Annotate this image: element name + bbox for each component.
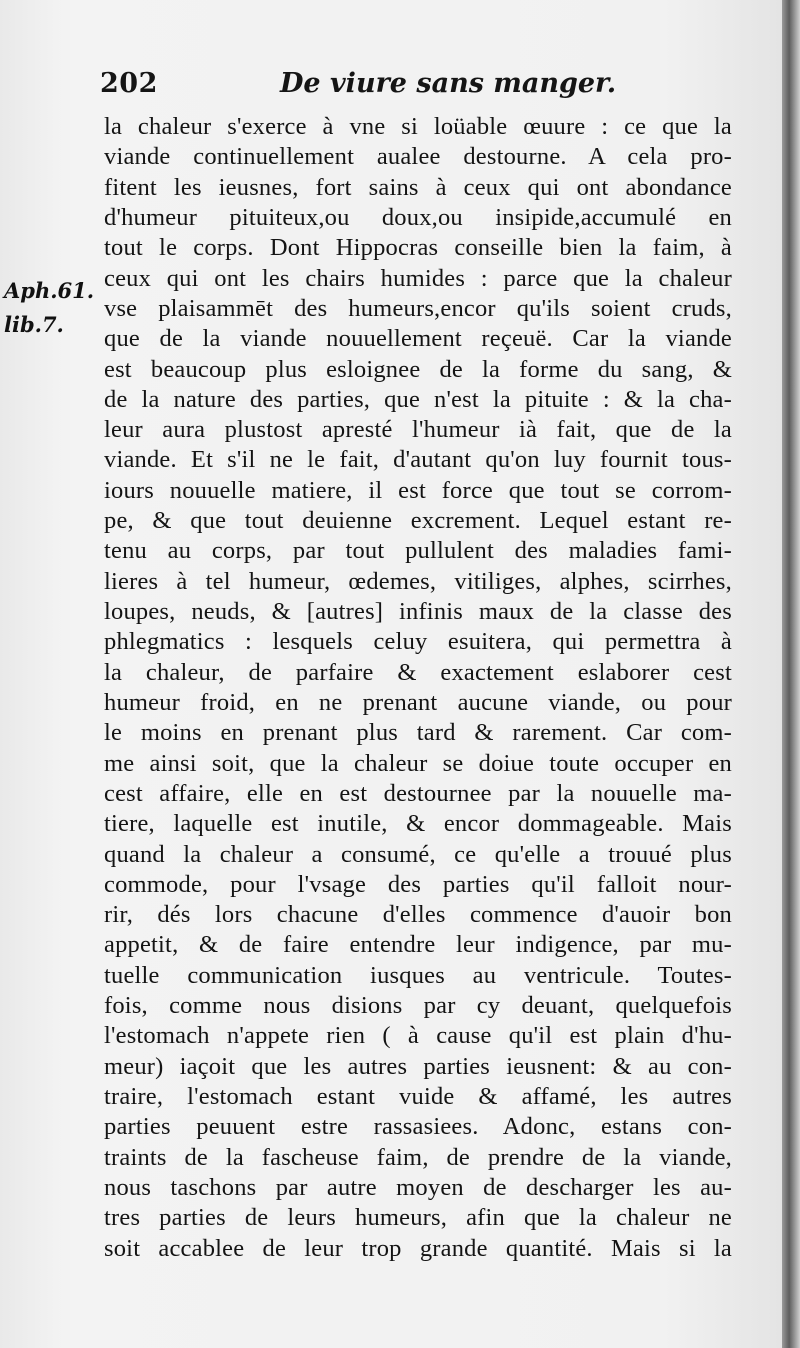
text-line: viande. Et s'il ne le fait, d'autant qu'on luy fournit tous- (104, 446, 732, 474)
page-header (100, 66, 740, 106)
running-title: De viure sans manger. (280, 68, 617, 99)
text-line: tiere, laquelle est inutile, & encor dommageable. Mais (104, 810, 732, 838)
text-line: appetit, & de faire entendre leur indigence, par mu- (104, 931, 732, 959)
text-line: loupes, neuds, & [autres] infinis maux de la classe des (104, 598, 732, 625)
text-line: tres parties de leurs humeurs, afin que la chaleur ne (104, 1204, 732, 1232)
text-line: meur) iaçoit que les autres parties ieusnent: & au con- (104, 1052, 732, 1080)
text-line: vse plaisammēt des humeurs,encor qu'ils soient cruds, (104, 294, 732, 322)
text-line: le moins en prenant plus tard & rarement. Car com- (104, 719, 732, 747)
text-line: tuelle communication iusques au ventricule. Toutes- (104, 961, 732, 989)
text-line: viande continuellement aualee destourne. A cela pro- (104, 143, 732, 171)
body-text (104, 112, 732, 1264)
text-line: est beaucoup plus esloignee de la forme du sang, & (104, 355, 732, 383)
text-line: nous taschons par autre moyen de descharger les au- (104, 1173, 732, 1201)
text-line: pe, & que tout deuienne excrement. Lequel estant re- (104, 507, 732, 535)
page-edge-shadow (782, 0, 800, 1348)
page-number: 202 (100, 68, 158, 99)
margin-notes (4, 274, 94, 342)
text-line: me ainsi soit, que la chaleur se doiue toute occuper en (104, 749, 732, 777)
text-line: d'humeur pituiteux,ou doux,ou insipide,accumulé en (104, 203, 732, 231)
text-line: rir, dés lors chacune d'elles commence d'auoir bon (104, 901, 732, 929)
text-line: soit accablee de leur trop grande quantité. Mais si la (104, 1234, 732, 1262)
text-line: tenu au corps, par tout pullulent des maladies fami- (104, 537, 732, 565)
text-line: phlegmatics : lesquels celuy esuitera, qui permettra à (104, 628, 732, 656)
text-line: la chaleur, de parfaire & exactement eslaborer cest (104, 658, 732, 686)
text-line: fois, comme nous disions par cy deuant, quelquefois (104, 992, 732, 1020)
text-line: lieres à tel humeur, œdemes, vitiliges, alphes, scirrhes, (104, 567, 732, 595)
text-line: parties peuuent estre rassasiees. Adonc, estans con- (104, 1113, 732, 1141)
text-line: fitent les ieusnes, fort sains à ceux qui ont abondance (104, 173, 732, 201)
text-line: la chaleur s'exerce à vne si loüable œuure : ce que la (104, 113, 732, 140)
text-line: humeur froid, en ne prenant aucune viande, ou pour (104, 688, 732, 716)
text-line: cest affaire, elle en est destournee par la nouuelle ma- (104, 779, 732, 807)
text-line: que de la viande nouuellement reçeuë. Car la viande (104, 325, 732, 353)
text-line: traire, l'estomach estant vuide & affamé, les autres (104, 1083, 732, 1110)
text-line: iours nouuelle matiere, il est force que tout se corrom- (104, 476, 732, 504)
text-line: ceux qui ont les chairs humides : parce que la chaleur (104, 264, 732, 292)
text-line: commode, pour l'vsage des parties qu'il falloit nour- (104, 870, 732, 898)
text-line: tout le corps. Dont Hippocras conseille bien la faim, à (104, 234, 732, 262)
text-line: leur aura plustost apresté l'humeur ià fait, que de la (104, 416, 732, 444)
margin-note: lib.7. (4, 312, 64, 337)
text-line: de la nature des parties, que n'est la pituite : & la cha- (104, 385, 732, 413)
text-line: l'estomach n'appete rien ( à cause qu'il est plain d'hu- (104, 1022, 732, 1050)
text-line: traints de la fascheuse faim, de prendre de la viande, (104, 1143, 732, 1171)
text-line: quand la chaleur a consumé, ce qu'elle a trouué plus (104, 840, 732, 868)
margin-note: Aph.61. (4, 278, 95, 303)
